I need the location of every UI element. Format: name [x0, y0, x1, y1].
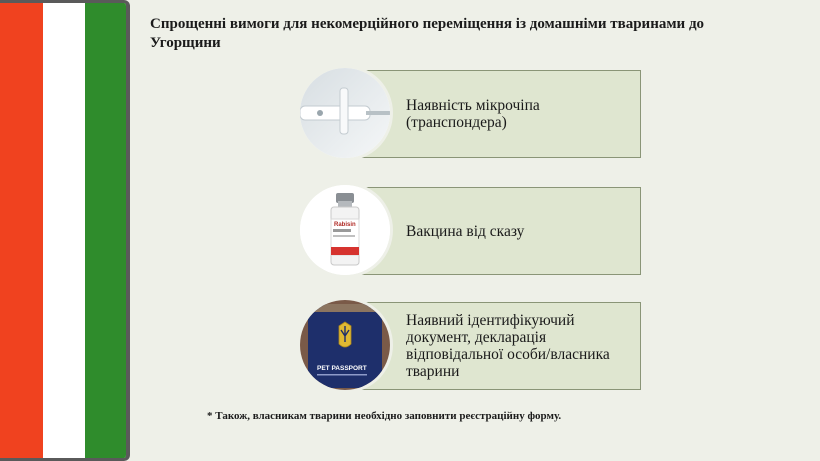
requirement-microchip: [300, 68, 642, 160]
flag-green-stripe: [85, 3, 126, 458]
vial-label: Rabisin: [334, 222, 356, 228]
flag-red-stripe: [0, 3, 43, 458]
flag-white-stripe: [43, 3, 85, 458]
requirement-text: Наявність мікрочіпа (транспондера): [406, 97, 540, 131]
requirement-id-document: [300, 300, 642, 392]
page-title: Спрощенні вимоги для некомерційного переміщення із домашніми тваринами до Угорщини: [150, 16, 705, 51]
footnote: * Також, власникам тварини необхідно заповнити реєстраційну форму.: [207, 410, 562, 422]
rabies-vaccine-vial-icon: [300, 185, 390, 275]
requirement-text: Вакцина від сказу: [406, 222, 525, 240]
requirement-text: Наявний ідентифікуючий документ, декларація відповідальної особи/власника тварини: [406, 312, 610, 380]
microchip-syringe-icon: [300, 68, 390, 158]
hungarian-flag: [0, 0, 130, 461]
pet-passport-icon: [300, 300, 390, 390]
passport-label: PET PASSPORT: [317, 365, 367, 372]
requirement-rabies-vaccine: [300, 185, 642, 277]
